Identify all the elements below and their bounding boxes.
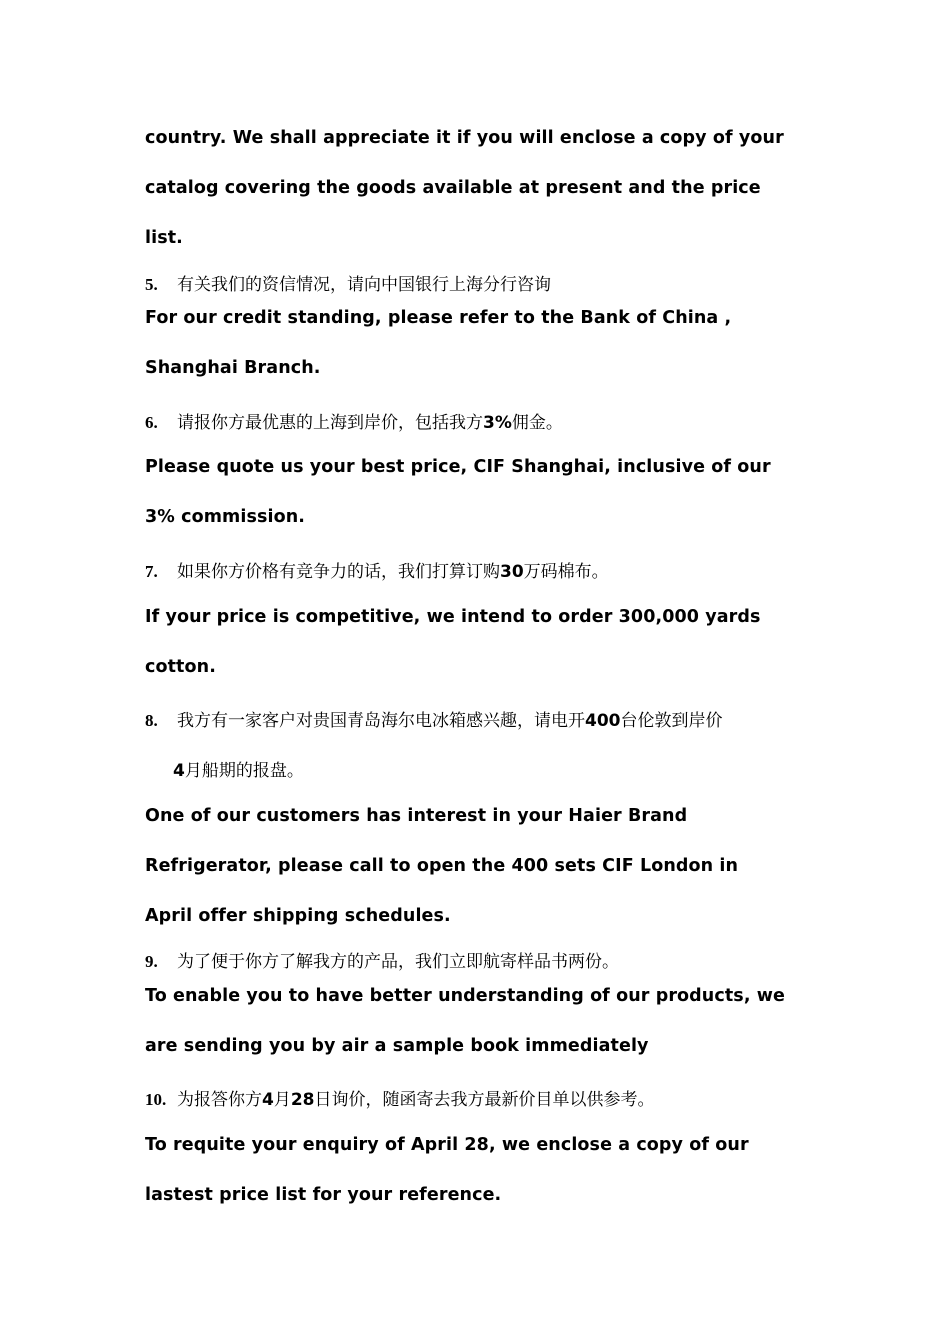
english-translation-6: Please quote us your best price, CIF Shanghai, inclusive of our [145,457,771,477]
chinese-text: 请报你方最优惠的上海到岸价，包括我方 [177,413,483,433]
english-translation-10-cont: lastest price list for your reference. [145,1185,502,1205]
item-number: 10. [145,1090,167,1109]
chinese-text: 有关我们的资信情况，请向中国银行上海分行咨询 [177,275,551,295]
item-number: 8. [145,711,158,730]
item-number: 6. [145,413,158,432]
bold-number: 400 [585,711,621,731]
bold-number: 4 [262,1090,274,1110]
english-translation-9: To enable you to have better understanding of our products, we [145,986,785,1006]
item-number: 7. [145,562,158,581]
paragraph-line: catalog covering the goods available at present and the price [145,178,761,198]
english-translation-10: To requite your enquiry of April 28, we enclose a copy of our [145,1135,749,1155]
bold-number: 30 [500,562,524,582]
chinese-sentence-8-cont [173,756,304,781]
item-number: 9. [145,952,158,971]
chinese-text: 如果你方价格有竞争力的话，我们打算订购 [177,562,500,582]
english-translation-7-cont: cotton. [145,657,216,677]
item-number: 5. [145,275,158,294]
chinese-text: 为报答你方 [177,1090,262,1110]
chinese-sentence-9 [145,947,619,972]
bold-number: 4 [173,761,185,781]
english-translation-5: For our credit standing, please refer to the Bank of China , [145,308,732,328]
chinese-text: 为了便于你方了解我方的产品，我们立即航寄样品书两份。 [177,952,619,972]
bold-number: 28 [290,1090,315,1110]
chinese-text: 日询价，随函寄去我方最新价目单以供参考。 [314,1090,655,1110]
chinese-text: 万码棉布。 [523,562,609,582]
chinese-sentence-10 [145,1085,655,1110]
english-translation-8-cont: Refrigerator, please call to open the 400 sets CIF London in [145,856,739,876]
paragraph-line: list. [145,228,183,248]
chinese-text: 月 [273,1090,291,1110]
chinese-sentence-6 [145,408,563,433]
chinese-text: 月船期的报盘。 [184,761,304,781]
paragraph-line: country. We shall appreciate it if you will enclose a copy of your [145,128,784,148]
english-translation-8: One of our customers has interest in your Haier Brand [145,806,688,826]
chinese-text: 佣金。 [511,413,563,433]
chinese-sentence-5 [145,270,551,295]
english-translation-6-cont: 3% commission. [145,507,306,527]
chinese-text: 台伦敦到岸价 [620,711,723,731]
english-translation-5-cont: Shanghai Branch. [145,358,321,378]
chinese-sentence-7 [145,557,609,582]
chinese-text: 我方有一家客户对贵国青岛海尔电冰箱感兴趣，请电开 [177,711,585,731]
english-translation-7: If your price is competitive, we intend to order 300,000 yards [145,607,761,627]
english-translation-8-cont: April offer shipping schedules. [145,906,451,926]
chinese-sentence-8 [145,706,723,731]
bold-number: 3% [483,413,512,433]
english-translation-9-cont: are sending you by air a sample book immediately [145,1036,649,1056]
